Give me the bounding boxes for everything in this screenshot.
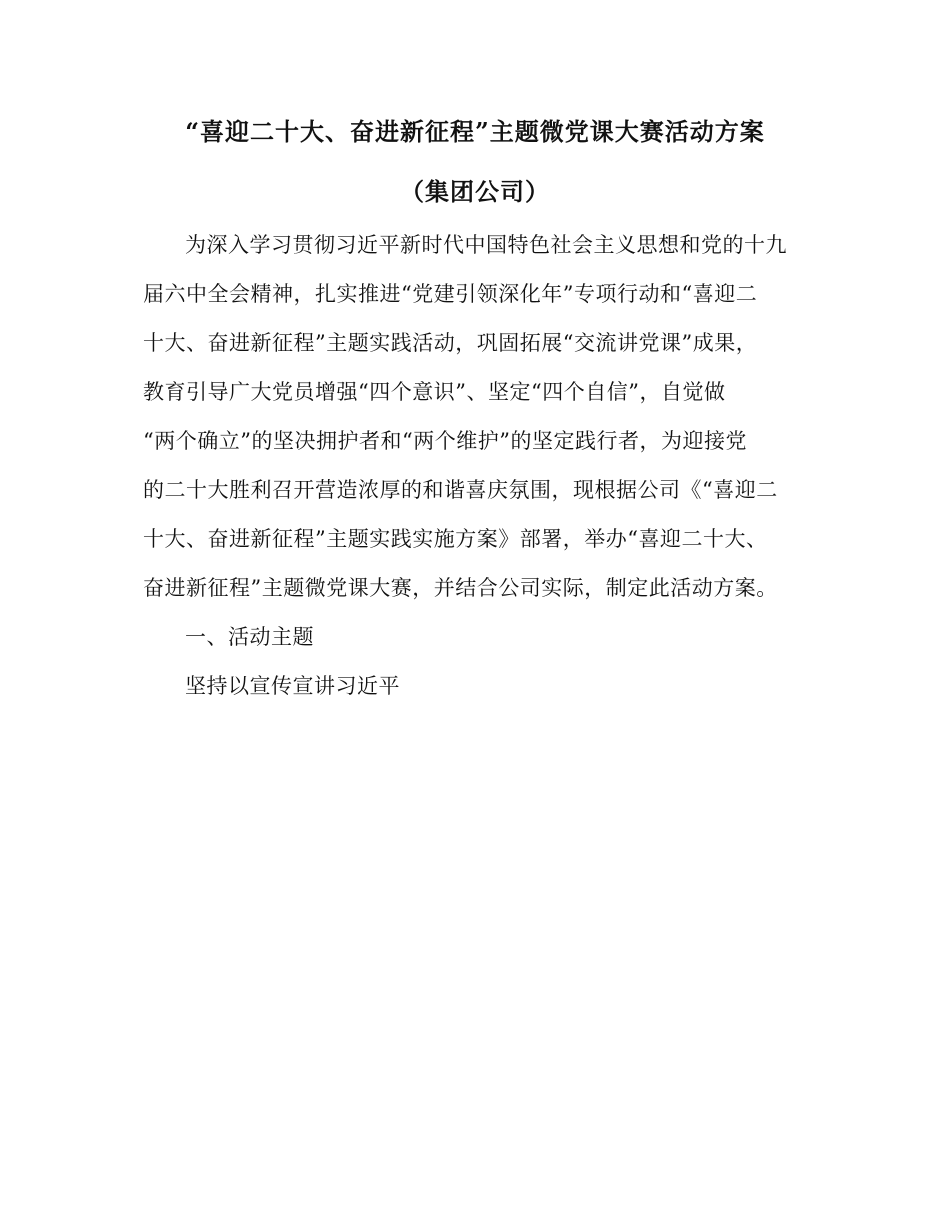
paragraph-line-1: 为深入学习贯彻习近平新时代中国特色社会主义思想和党的十九 — [185, 233, 787, 257]
section-text: 坚持以宣传宣讲习近平 — [185, 674, 400, 698]
document-title: “喜迎二十大、奋进新征程”主题微党课大赛活动方案 — [185, 117, 765, 146]
paragraph-line-6: 的二十大胜利召开营造浓厚的和谐喜庆氛围，现根据公司《“喜迎二 — [143, 478, 778, 502]
section-heading: 一、活动主题 — [185, 625, 314, 649]
document-subtitle: （集团公司） — [400, 177, 550, 206]
paragraph-line-7: 十大、奋进新征程”主题实践实施方案》部署，举办“喜迎二十大、 — [143, 527, 768, 551]
paragraph-line-3: 十大、奋进新征程”主题实践活动，巩固拓展“交流讲党课”成果， — [143, 331, 758, 355]
paragraph-line-5: “两个确立”的坚决拥护者和“两个维护”的坚定践行者，为迎接党 — [143, 429, 747, 453]
paragraph-line-4: 教育引导广大党员增强“四个意识”、坚定“四个自信”，自觉做 — [143, 380, 726, 404]
paragraph-line-8: 奋进新征程”主题微党课大赛，并结合公司实际，制定此活动方案。 — [143, 576, 778, 600]
paragraph-line-2: 届六中全会精神，扎实推进“党建引领深化年”专项行动和“喜迎二 — [143, 282, 758, 306]
